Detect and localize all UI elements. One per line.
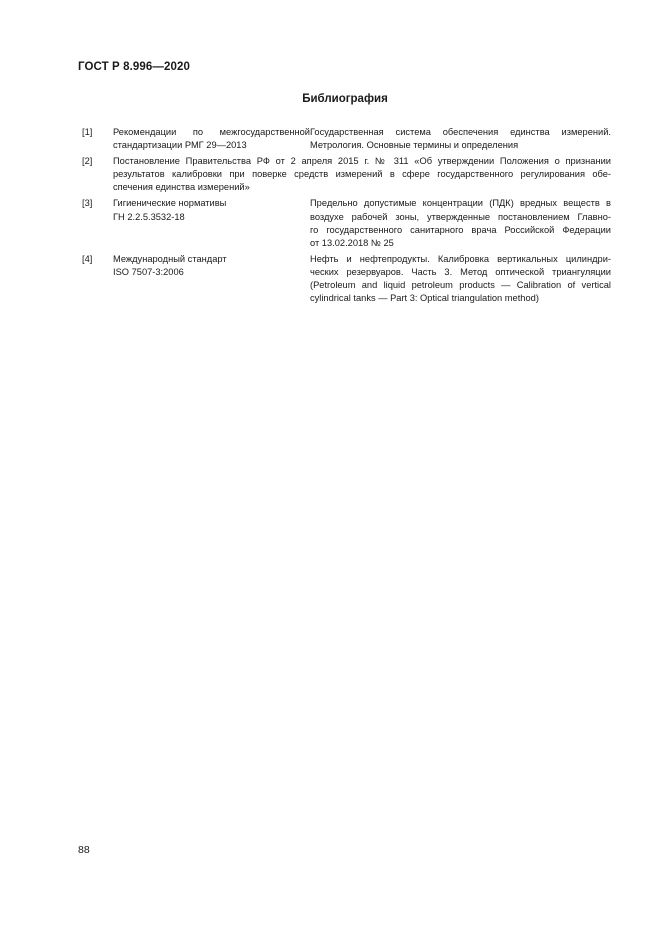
entry-description (310, 253, 611, 305)
entry-description-line: ческих резервуаров. Часть 3. Метод оптической триангуляции (310, 266, 611, 277)
entry-description-line: го государственного санитарного врача Российской Федерации (310, 224, 611, 235)
entry-number: [3] (82, 198, 93, 209)
entry-body (113, 155, 611, 194)
entry-description-line: Метрология. Основные термины и определения (310, 140, 519, 151)
entry-description (310, 197, 611, 249)
entry-number: [4] (82, 253, 93, 264)
entry-description-line: от 13.02.2018 № 25 (310, 237, 394, 248)
entry-description-line: воздухе рабочей зоны, утвержденные постановлением Главно- (310, 211, 611, 222)
entry-number: [1] (82, 127, 93, 137)
page-number: 88 (78, 844, 90, 856)
entry-description-line: (Petroleum and liquid petroleum products — Calibration of vertical (310, 280, 611, 291)
entry-text-line: Постановление Правительства РФ от 2 апреля 2015 г. № 311 «Об утверждении Положения о признании (113, 156, 611, 167)
entry-text-line: спечения единства измерений» (113, 182, 250, 193)
entry-source (113, 197, 310, 249)
entry-source (113, 253, 310, 305)
section-title: Библиография (302, 93, 388, 105)
entry-body (113, 126, 611, 152)
entry-source-line: Международный стандарт (113, 253, 227, 264)
entry-description (310, 126, 611, 152)
entry-body (113, 197, 611, 249)
entry-source-line: стандартизации РМГ 29—2013 (113, 140, 247, 151)
entry-body (113, 253, 611, 305)
bibliography-list (82, 126, 611, 308)
bibliography-entry-3 (82, 197, 611, 249)
bibliography-entry-4 (82, 253, 611, 305)
entry-number: [2] (82, 156, 93, 167)
entry-description-line: cylindrical tanks — Part 3: Optical triangulation method) (310, 293, 539, 304)
entry-source-line: ISO 7507-3:2006 (113, 266, 184, 277)
entry-source-line: Рекомендации по межгосударственной (113, 127, 310, 137)
entry-source-line: ГН 2.2.5.3532-18 (113, 211, 185, 222)
entry-source-line: Гигиенические нормативы (113, 198, 227, 209)
entry-description-line: Предельно допустимые концентрации (ПДК) вредных веществ в (310, 198, 611, 209)
entry-description-line: Государственная система обеспечения единства измерений. (310, 127, 611, 137)
entry-text-line: результатов калибровки при поверке средств измерений в сфере государственного регулирования обе- (113, 169, 611, 180)
bibliography-entry-2 (82, 155, 611, 194)
bibliography-entry-1 (82, 126, 611, 152)
entry-description-line: Нефть и нефтепродукты. Калибровка вертикальных цилиндри- (310, 253, 611, 264)
document-header: ГОСТ Р 8.996—2020 (78, 61, 190, 73)
entry-source (113, 126, 310, 152)
